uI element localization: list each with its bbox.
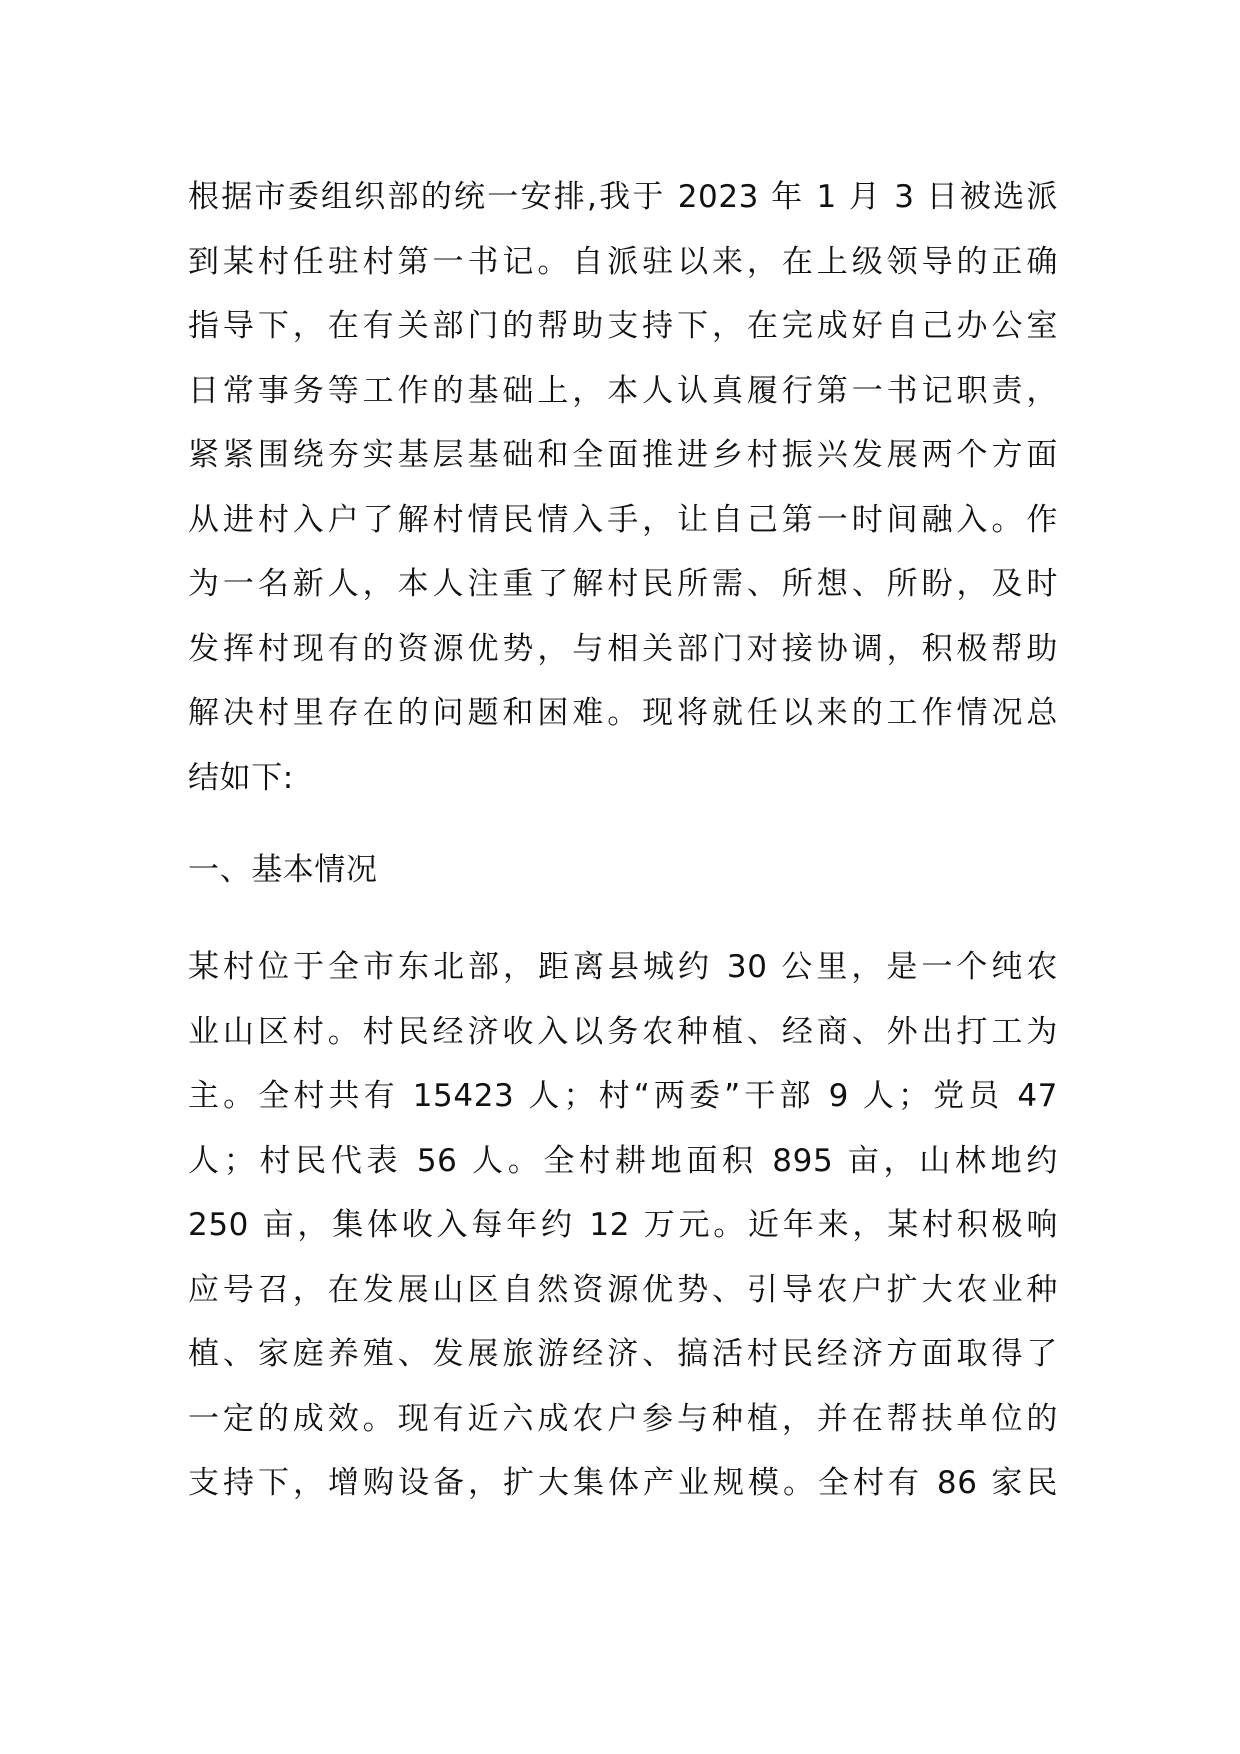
- section-heading: [188, 838, 1058, 903]
- paragraph-line: 为一名新人，本人注重了解村民所需、所想、所盼，及时: [188, 566, 1058, 602]
- intro-paragraph: [188, 165, 1058, 810]
- paragraph-line: 从进村入户了解村情民情入手，让自己第一时间融入。作: [188, 501, 1058, 538]
- paragraph-line: 支持下，增购设备，扩大集体产业规模。全村有 86 家民: [188, 1465, 1058, 1501]
- paragraph-line: 应号召，在发展山区自然资源优势、引导农户扩大农业种: [188, 1271, 1058, 1308]
- paragraph-line: 指导下，在有关部门的帮助支持下，在完成好自己办公室: [188, 308, 1058, 344]
- basic-situation-paragraph: [188, 935, 1058, 1516]
- paragraph-line: 某村位于全市东北部，距离县城约 30 公里，是一个纯农: [188, 949, 1058, 985]
- paragraph-line: 结如下:: [188, 759, 294, 796]
- paragraph-line: 主。全村共有 15423 人；村“两委”干部 9 人；党员 47: [188, 1078, 1058, 1114]
- paragraph-line: 一定的成效。现有近六成农户参与种植，并在帮扶单位的: [188, 1400, 1058, 1437]
- paragraph-line: 日常事务等工作的基础上，本人认真履行第一书记职责，: [188, 372, 1058, 409]
- paragraph-line: 紧紧围绕夯实基层基础和全面推进乡村振兴发展两个方面: [188, 437, 1058, 473]
- paragraph-line: 解决村里存在的问题和困难。现将就任以来的工作情况总: [188, 695, 1058, 731]
- paragraph-line: 根据市委组织部的统一安排,我于 2023 年 1 月 3 日被选派: [188, 179, 1058, 215]
- paragraph-line: 发挥村现有的资源优势，与相关部门对接协调，积极帮助: [188, 630, 1058, 667]
- paragraph-line: 业山区村。村民经济收入以务农种植、经商、外出打工为: [188, 1013, 1058, 1050]
- paragraph-line: 250 亩，集体收入每年约 12 万元。近年来，某村积极响: [188, 1207, 1058, 1243]
- paragraph-line: 到某村任驻村第一书记。自派驻以来，在上级领导的正确: [188, 243, 1058, 280]
- paragraph-line: 植、家庭养殖、发展旅游经济、搞活村民经济方面取得了: [188, 1336, 1058, 1372]
- paragraph-line: 人；村民代表 56 人。全村耕地面积 895 亩，山林地约: [188, 1142, 1058, 1179]
- section-heading-text: 一、基本情况: [188, 852, 378, 888]
